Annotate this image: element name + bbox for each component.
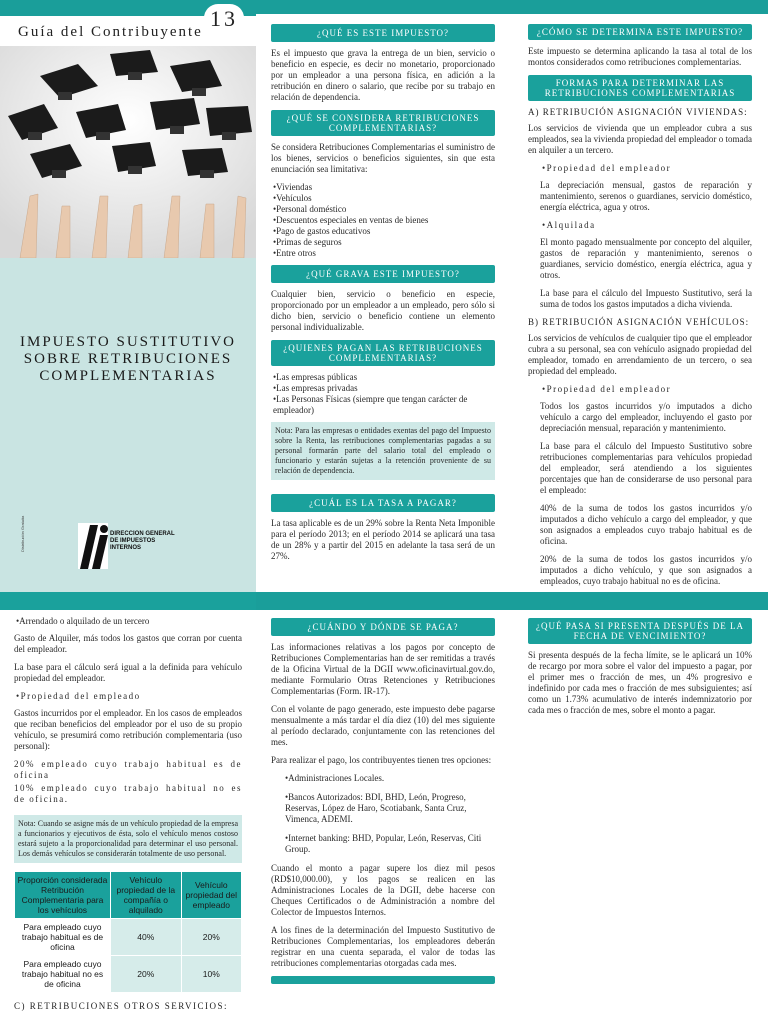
paragraph-oficina-virtual: Las informaciones relativas a los pagos por concepto de Retribuciones Complementarias han de ser remitidas a través de la Oficina Virtual de la DGII www.oficinavirtual.gov.do, mediante Formulario Otras Retenciones y Retribuciones Complementarias (Form. IR-17).	[271, 642, 495, 696]
list-item: • Arrendado o alquilado de un tercero	[14, 616, 242, 627]
logo-line-2: DE IMPUESTOS	[110, 538, 156, 544]
cover-panel	[0, 0, 256, 592]
paragraph-determina: Este impuesto se determina aplicando la tasa al total de los montos considerados como retribuciones complementarias.	[528, 46, 752, 67]
list-item: • Las Personas Físicas (siempre que tengan carácter de empleador)	[271, 394, 495, 416]
logo-line-1: DIRECCION GENERAL	[110, 531, 175, 537]
list-item: • Vehículos	[271, 193, 495, 204]
subheading-otros-servicios: C) RETRIBUCIONES OTROS SERVICIOS:	[14, 1001, 229, 1011]
paragraph-considera: Se considera Retribuciones Complementarias el suministro de los bienes, servicios o beneficios siguientes, sin que esta enunciación sea limitativa:	[271, 142, 495, 174]
list-item: • Internet banking: BHD, Popular, León, Reservas, Citi Group.	[283, 833, 495, 855]
cover-heading-line-2: SOBRE RETRIBUCIONES	[23, 351, 233, 367]
table-row	[15, 919, 242, 956]
paragraph-cheques: Cuando el monto a pagar supere los diez mil pesos (RD$10,000.00), y los pagos se realicen en las Administraciones Locales de la DGII, debe hacerse con Cheques Certificados o de Administración a nombre del Colector de Impuestos Internos.	[271, 863, 495, 917]
heading-formas: FORMAS PARA DETERMINAR LAS RETRIBUCIONES COMPLEMENTARIAS	[528, 75, 752, 101]
table-header-row	[15, 872, 242, 919]
subheading-vehiculos: B) RETRIBUCIÓN ASIGNACIÓN VEHÍCULOS:	[528, 317, 750, 327]
heading-determina: ¿CÓMO SE DETERMINA ESTE IMPUESTO?	[528, 24, 752, 40]
top-teal-bar	[256, 0, 768, 14]
graduation-caps-photo	[0, 46, 256, 258]
paragraph-depreciacion: La depreciación mensual, gastos de reparación y mantenimiento, serenos o guardianes, servicio doméstico, energía eléctrica, agua y otros.	[540, 180, 752, 212]
paragraph-base-vivienda: La base para el cálculo del Impuesto Sustitutivo, será la suma de todos los gastos imputados a dicha vivienda.	[540, 288, 752, 309]
list-opciones	[271, 773, 495, 855]
heading-tasa: ¿CUÁL ES LA TASA A PAGAR?	[271, 494, 495, 512]
list-item: • Las empresas públicas	[271, 372, 495, 383]
paragraph-gasto-alquiler: Gasto de Alquiler, más todos los gastos que corran por cuenta del empleador.	[14, 633, 242, 654]
list-item: • Bancos Autorizados: BDI, BHD, León, Progreso, Reservas, López de Haro, Scotiabank, Santa Cruz, Vimenca, ADEMI.	[283, 792, 495, 825]
list-item: • Primas de seguros	[271, 237, 495, 248]
table-cell: 20%	[181, 919, 241, 956]
column-bottom-left	[14, 616, 242, 1017]
heading-cuando: ¿CUÁNDO Y DÓNDE SE PAGA?	[271, 618, 495, 636]
cover-heading-line-3: COMPLEMENTARIAS	[39, 368, 217, 384]
list-item: • Propiedad del empleado	[14, 691, 242, 702]
table-header-cell: Proporción considerada Retribución Complementaria para los vehículos	[15, 872, 111, 919]
heading-fecha-vencimiento: ¿QUÉ PASA SI PRESENTA DESPUÉS DE LA FECHA DE VENCIMIENTO?	[528, 618, 752, 644]
note-vehiculos: Nota: Cuando se asigne más de un vehículo propiedad de la empresa a funcionarios y ejecutivos de ésta, solo el vehículo menos costoso estará sujeto a la proporcionalidad para determinar el uso personal. Los demás vehículos se considerarán totalmente de uso personal.	[14, 815, 242, 863]
subheading-viviendas: A) RETRIBUCIÓN ASIGNACIÓN VIVIENDAS:	[528, 107, 748, 117]
list-item: • Administraciones Locales.	[283, 773, 495, 784]
list-item: • Entre otros	[271, 248, 495, 259]
paragraph-vehiculos: Los servicios de vehículos de cualquier tipo que el empleador cubra a su personal, sea con vehículo asignado propiedad del empleador, tomado en arrendamiento de un tercero, o sea propiedad del empleado.	[528, 333, 752, 376]
middle-teal-band-left	[0, 592, 256, 610]
column-top-right	[528, 24, 752, 594]
logo-line-3: INTERNOS	[110, 545, 142, 551]
table-cell: Para empleado cuyo trabajo habitual es de oficina	[15, 919, 111, 956]
bullet-alquilada	[528, 220, 752, 231]
bullet-arrendado	[14, 616, 242, 627]
guide-number: 13	[204, 4, 244, 34]
heading-grava: ¿QUÉ GRAVA ESTE IMPUESTO?	[271, 265, 495, 283]
heading-quienes: ¿QUIENES PAGAN LAS RETRIBUCIONES COMPLEMENTARIAS?	[271, 340, 495, 366]
paragraph-gastos-empleado: Gastos incurridos por el empleador. En los casos de empleados que reciban beneficios del empleador por el uso de su propio vehículo, se presumirá como retribución complementaria (uso personal):	[14, 708, 242, 751]
heading-considera: ¿QUÉ SE CONSIDERA RETRIBUCIONES COMPLEMENTARIAS?	[271, 110, 495, 136]
cover-heading	[0, 334, 256, 385]
table-cell: 10%	[181, 956, 241, 993]
bullet-propiedad-empleado	[14, 691, 242, 702]
paragraph-registro: A los fines de la determinación del Impuesto Sustitutivo de Retribuciones Complementarias, los empleadores deberán registrar en una cuenta separada, el valor de todas las retribuciones complementarias otorgadas cada mes.	[271, 925, 495, 968]
heading-que-es: ¿QUÉ ES ESTE IMPUESTO?	[271, 24, 495, 42]
paragraph-40-percent: 40% de la suma de todos los gastos incurridos y/o imputados a dicho vehículo a cargo del empleador, y que son asignados a empleados cuyo trabajo habitual es de oficina.	[540, 503, 752, 546]
table-header-cell: Vehículo propiedad de la compañía o alquilado	[111, 872, 182, 919]
next-heading-strip	[271, 976, 495, 984]
paragraph-10-no-oficina: 10% empleado cuyo trabajo habitual no es de oficina.	[14, 783, 242, 804]
paragraph-base-alquiler: La base para el cálculo será igual a la definida para vehículo propiedad del empleador.	[14, 662, 242, 683]
column-bottom-middle	[271, 618, 495, 990]
free-distribution-note: Distribución Gratuita	[20, 515, 25, 552]
paragraph-20-oficina: 20% empleado cuyo trabajo habitual es de oficina	[14, 759, 242, 780]
list-item: • Pago de gastos educativos	[271, 226, 495, 237]
list-quienes	[271, 372, 495, 416]
bullet-propiedad-empleador-2	[528, 384, 752, 395]
paragraph-gastos-vehiculo: Todos los gastos incurridos y/o imputados a dicho vehículo a cargo del empleador, incluyendo el gasto por depreciación mensual, reparación y mantenimiento.	[540, 401, 752, 433]
paragraph-que-es: Es el impuesto que grava la entrega de un bien, servicio o beneficio en especie, es decir no monetario, proporcionado por un empleador a una persona física, en adición a la retribución en dinero o salario, que recibe por su trabajo en relación de dependencia.	[271, 48, 495, 102]
paragraph-viviendas: Los servicios de vivienda que un empleador cubra a sus empleados, sea la vivienda propiedad del empleador o tomada en alquiler a un tercero.	[528, 123, 752, 155]
paragraph-20-percent: 20% de la suma de todos los gastos incurridos y/o imputados a dicho vehículo, y que son asignados a empleados, cuyo trabajo habitual no es de oficina.	[540, 554, 752, 586]
column-bottom-right	[528, 618, 752, 723]
list-item: • Viviendas	[271, 182, 495, 193]
paragraph-volante: Con el volante de pago generado, este impuesto debe pagarse mensualmente a más tardar el día diez (10) del mes siguiente al período declarado, conjuntamente con las retenciones del mes.	[271, 704, 495, 747]
paragraph-alquiler: El monto pagado mensualmente por concepto del alquiler, gastos de reparación y mantenimiento, serenos o guardianes, servicio doméstico, energía eléctrica, agua y otros.	[540, 237, 752, 280]
list-considera	[271, 182, 495, 259]
bullet-propiedad-empleador	[528, 163, 752, 174]
dgii-logo-text	[110, 531, 175, 552]
paragraph-grava: Cualquier bien, servicio o beneficio en especie, proporcionado por un empleador a un empleado, pero sólo si dicho bien, servicio o beneficio contiene un elemento personal individualizable.	[271, 289, 495, 332]
table-header-cell: Vehículo propiedad del empleado	[181, 872, 241, 919]
paragraph-tasa: La tasa aplicable es de un 29% sobre la Renta Neta Imponible para el período 2013; en el período 2014 se aplicará una tasa de un 28% y a partir del 2015 en adelante la tasa será de un 27%.	[271, 518, 495, 561]
table-row	[15, 956, 242, 993]
table-cell: Para empleado cuyo trabajo habitual no es de oficina	[15, 956, 111, 993]
paragraph-recargo: Si presenta después de la fecha límite, se le aplicará un 10% de recargo por mora sobre el valor del impuesto a pagar, por el primer mes o fracción de mes, un 4% progresivo e indefinido por cada mes o fracción de mes subsiguientes; así como un 1.73% acumulativo de interés indemnizatorio por cada mes o fracción de mes, sobre el monto a pagar.	[528, 650, 752, 715]
list-item: • Propiedad del empleador	[540, 163, 752, 174]
guide-label: Guía del Contribuyente	[18, 24, 203, 40]
list-item: • Personal doméstico	[271, 204, 495, 215]
paragraph-opciones: Para realizar el pago, los contribuyentes tienen tres opciones:	[271, 755, 492, 765]
list-item: • Propiedad del empleador	[540, 384, 752, 395]
graduation-caps-illustration	[0, 46, 256, 258]
paragraph-base-vehiculo: La base para el cálculo del Impuesto Sustitutivo sobre retribuciones complementarias para vehículos propiedad del empleador, será atendiendo a los siguientes porcentajes que han de considerarse de uso personal para el empleado:	[540, 441, 752, 495]
column-top-middle	[271, 24, 495, 569]
list-item: • Alquilada	[540, 220, 752, 231]
table-cell: 40%	[111, 919, 182, 956]
note-quienes: Nota: Para las empresas o entidades exentas del pago del Impuesto sobre la Renta, las retribuciones complementarias pagadas a su personal formarán parte del salario total del empleado o funcionario y estarán sujetas a la retención proveniente de su relación de dependencia.	[271, 422, 495, 480]
table-cell: 20%	[111, 956, 182, 993]
list-item: • Descuentos especiales en ventas de bienes	[271, 215, 495, 226]
list-item: • Las empresas privadas	[271, 383, 495, 394]
cover-heading-line-1: IMPUESTO SUSTITUTIVO	[20, 334, 236, 350]
ratio-table	[14, 871, 242, 993]
